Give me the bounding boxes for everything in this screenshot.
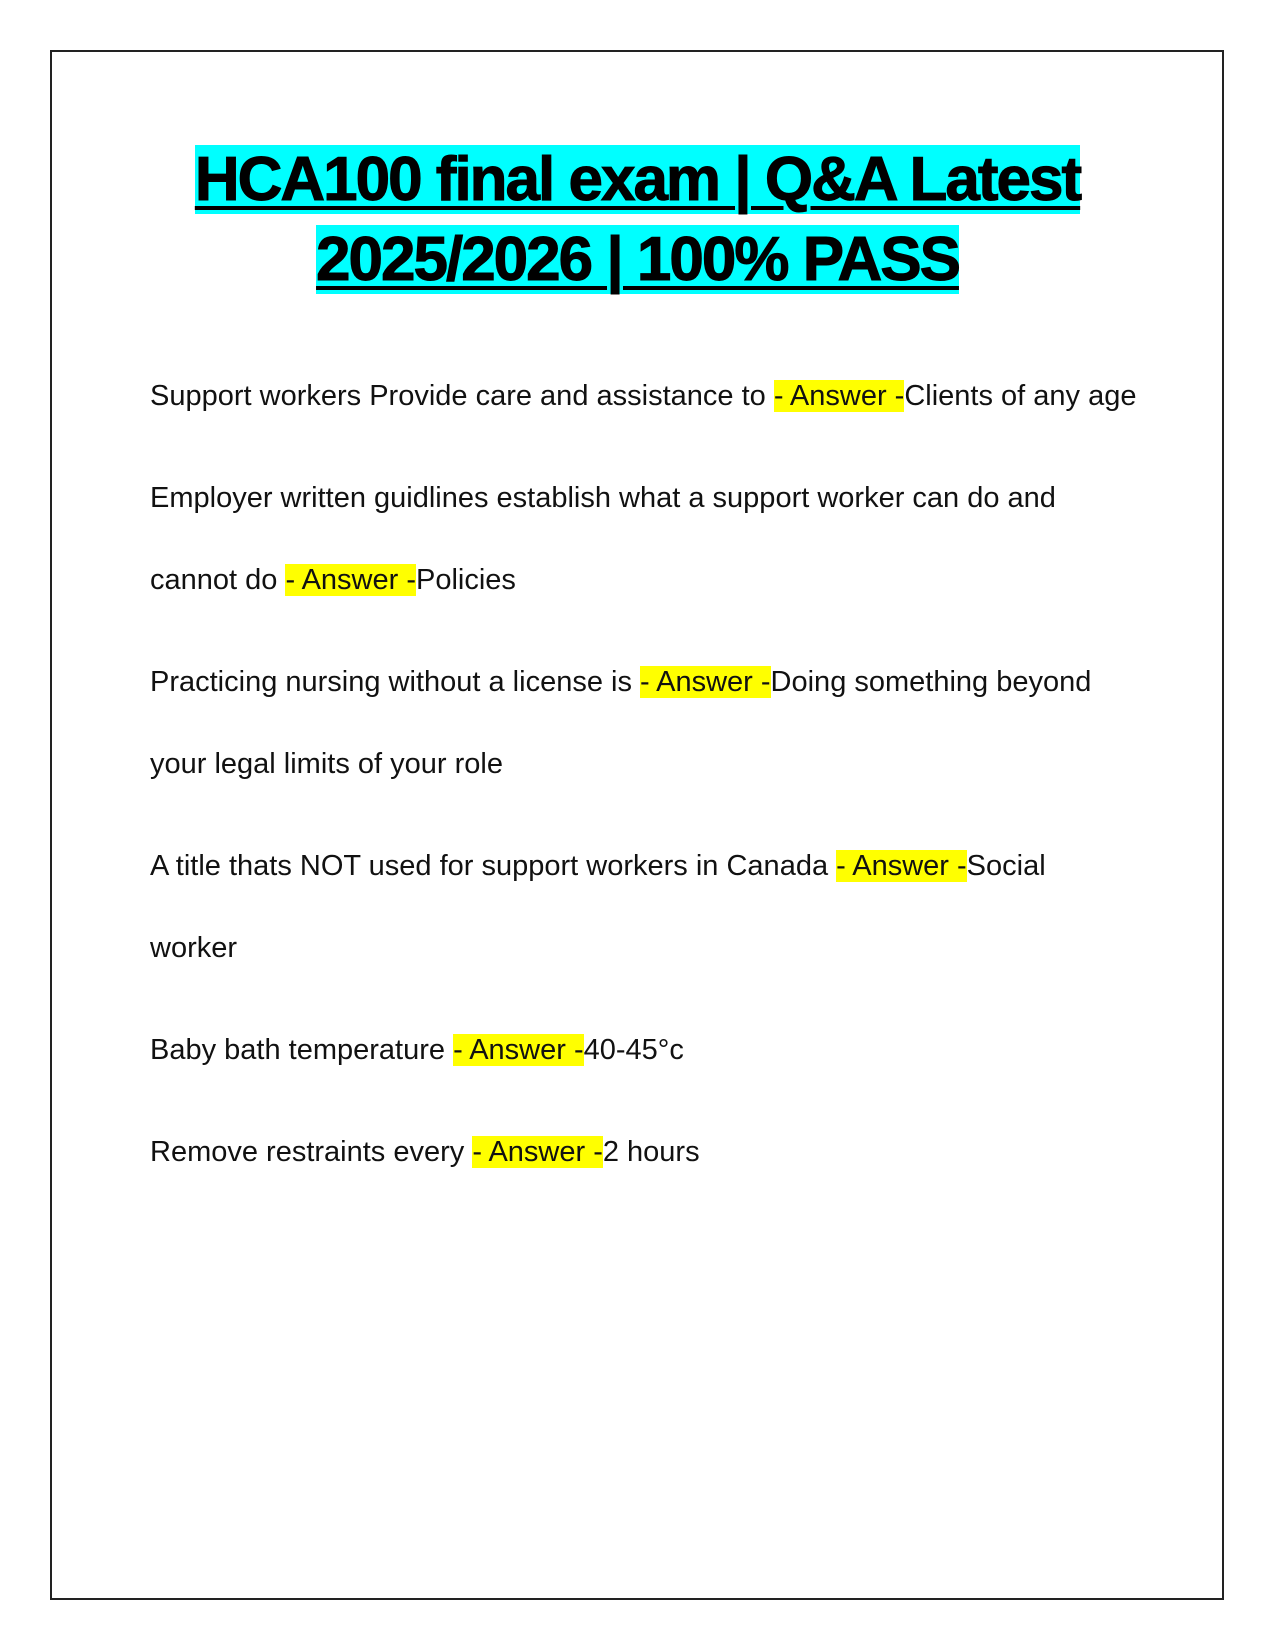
answer-text: 40-45°c [583, 1034, 684, 1066]
answer-text: Clients of any age [904, 380, 1137, 412]
answer-marker: - Answer - [640, 666, 771, 698]
answer-marker: - Answer - [773, 380, 905, 412]
answer-text: 2 hours [602, 1136, 700, 1168]
answer-text: Social worker [150, 850, 1046, 964]
qa-list [150, 355, 1140, 1213]
document-title [150, 140, 1125, 300]
answer-marker: - Answer - [453, 1034, 584, 1066]
answer-marker: - Answer - [472, 1136, 603, 1168]
qa-item [150, 1111, 1140, 1193]
answer-marker: - Answer - [285, 564, 416, 596]
answer-marker: - Answer - [836, 850, 967, 882]
question-text: Employer written guidlines establish what a support worker can do and cannot do [150, 482, 1056, 596]
qa-item [150, 825, 1140, 989]
qa-item [150, 641, 1140, 805]
question-text: Support workers Provide care and assistance to [150, 380, 774, 412]
question-text: Baby bath temperature [150, 1034, 454, 1066]
qa-item [150, 457, 1140, 621]
qa-item [150, 355, 1140, 437]
question-text: Practicing nursing without a license is [150, 666, 641, 698]
question-text: A title thats NOT used for support workers in Canada [150, 850, 837, 882]
qa-item [150, 1009, 1140, 1091]
answer-text: Doing something beyond your legal limits of your role [150, 666, 1092, 780]
answer-text: Policies [415, 564, 516, 596]
question-text: Remove restraints every [150, 1136, 473, 1168]
document-title-text: HCA100 final exam | Q&A Latest 2025/2026 | 100% PASS [194, 145, 1081, 294]
